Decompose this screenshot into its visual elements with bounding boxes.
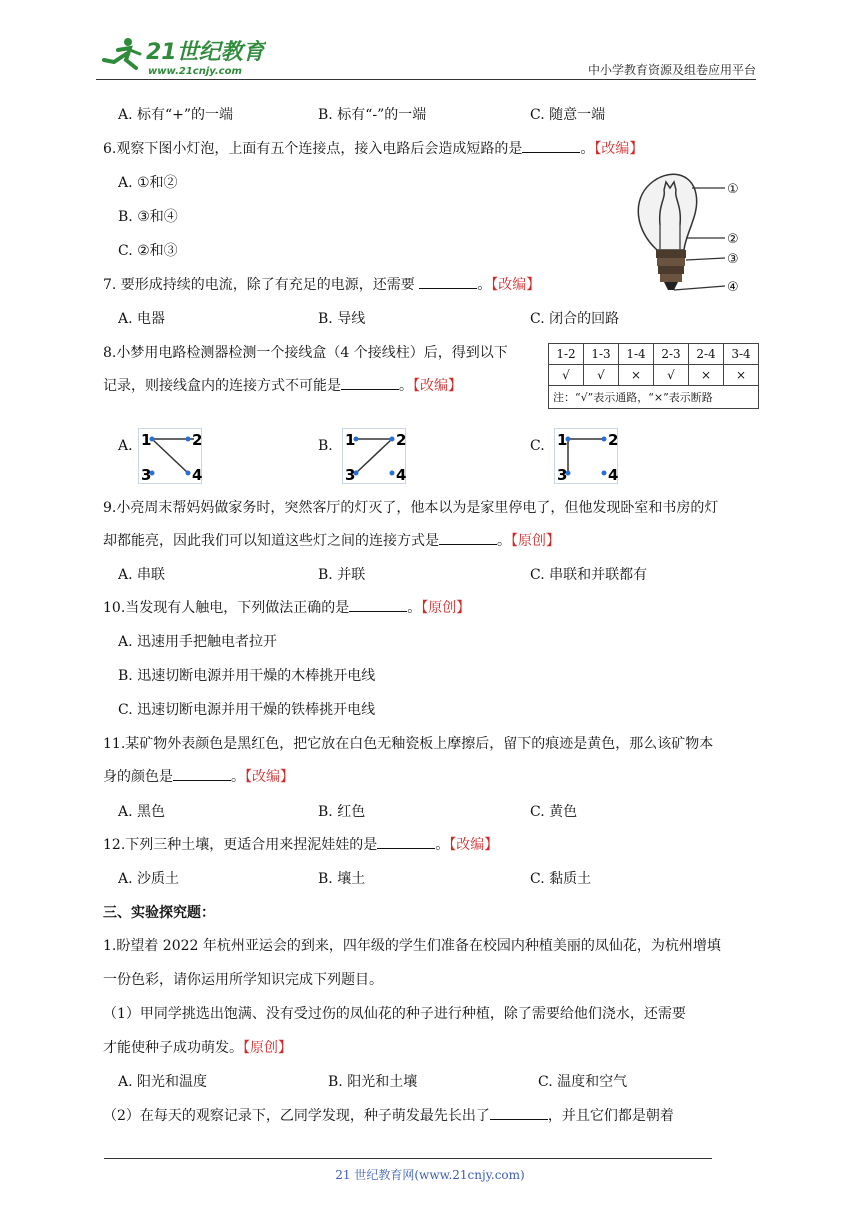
table-header: 1-2: [549, 344, 584, 365]
q7-option-a: A. 电器: [118, 311, 166, 327]
header-divider: [96, 79, 756, 80]
table-cell: ×: [724, 365, 759, 386]
q8-stem-line2: 记录，则接线盒内的连接方式不可能是 。【改编】: [103, 378, 462, 394]
svg-text:21世纪教育: 21世纪教育: [146, 40, 265, 65]
table-note-row: [549, 386, 759, 409]
svg-text:4: 4: [608, 466, 618, 484]
footer-text: 21 世纪教育网(www.21cnjy.com): [335, 1168, 525, 1182]
q6-option-c: C. ②和③: [118, 243, 178, 259]
q11-stem-line2: 身的颜色是 。【改编】: [103, 769, 294, 785]
s3-sub1-option-c: C. 温度和空气: [538, 1074, 628, 1090]
table-header: 1-3: [584, 344, 619, 365]
q10-option-a: A. 迅速用手把触电者拉开: [118, 634, 278, 650]
q8-option-c-label: C.: [530, 438, 545, 454]
q7-option-c: C. 闭合的回路: [530, 311, 620, 327]
table-header-row: [549, 344, 759, 365]
q11-option-a: A. 黑色: [118, 804, 166, 820]
s3-sub1-option-a: A. 阳光和温度: [118, 1074, 208, 1090]
table-cell: ×: [619, 365, 654, 386]
q12-option-c: C. 黏质土: [530, 871, 592, 887]
q5-option-c: C. 随意一端: [530, 107, 606, 123]
q9-stem-line2: 却都能亮，因此我们可以知道这些灯之间的连接方式是 。【原创】: [103, 533, 560, 549]
s3-sub1-option-b: B. 阳光和土壤: [328, 1074, 418, 1090]
svg-text:4: 4: [396, 466, 406, 484]
q8-option-b-label: B.: [318, 438, 333, 454]
q9-option-b: B. 并联: [318, 567, 366, 583]
table-cell: √: [584, 365, 619, 386]
table-cell: √: [549, 365, 584, 386]
platform-name: 中小学教育资源及组卷应用平台: [587, 63, 756, 77]
svg-text:①: ①: [727, 182, 739, 197]
q8-option-c-diagram: [554, 428, 618, 484]
runner-icon: [104, 38, 140, 68]
detector-record-table: [548, 343, 759, 409]
svg-text:3: 3: [345, 466, 356, 484]
section-title: 三、实验探究题：: [103, 905, 215, 921]
table-cell: √: [654, 365, 689, 386]
q7-option-b: B. 导线: [318, 311, 366, 327]
svg-text:1: 1: [345, 431, 356, 449]
q6-option-a: A. ①和②: [118, 175, 178, 191]
q8-option-b-diagram: [342, 428, 406, 484]
q5-option-b: B. 标有“-”的一端: [318, 107, 427, 123]
svg-text:2: 2: [396, 431, 406, 449]
q10-stem: 10.当发现有人触电，下列做法正确的是 。【原创】: [103, 600, 471, 616]
q12-stem: 12.下列三种土壤，更适合用来捏泥娃娃的是 。【改编】: [103, 837, 499, 853]
q11-option-c: C. 黄色: [530, 804, 578, 820]
svg-text:www.21cnjy.com: www.21cnjy.com: [148, 66, 242, 77]
q8-option-a-label: A.: [118, 438, 133, 454]
q12-option-a: A. 沙质土: [118, 871, 180, 887]
s3-q1-line1: 1.盼望着 2022 年杭州亚运会的到来，四年级的学生们准备在校园内种植美丽的凤仙花，为杭州增填: [103, 938, 721, 954]
table-row: [549, 365, 759, 386]
q11-option-b: B. 红色: [318, 804, 366, 820]
svg-text:4: 4: [192, 466, 202, 484]
s3-sub2-stem: （2）在每天的观察记录下，乙同学发现，种子萌发最先长出了 ，并且它们都是朝着: [103, 1108, 674, 1124]
q8-option-a-diagram: [138, 428, 202, 484]
table-note: 注：“√”表示通路，“×”表示断路: [549, 386, 759, 409]
q7-stem: 7. 要形成持续的电流，除了有充足的电源，还需要 。【改编】: [103, 277, 541, 293]
q9-stem-line1: 9.小亮周末帮妈妈做家务时，突然客厅的灯灭了，他本以为是家里停电了，但他发现卧室和书房的灯: [103, 500, 719, 516]
q9-option-a: A. 串联: [118, 567, 166, 583]
table-cell: ×: [689, 365, 724, 386]
q11-stem-line1: 11.某矿物外表颜色是黑红色，把它放在白色无釉瓷板上摩擦后，留下的痕迹是黄色，那么该矿物本: [103, 736, 714, 752]
light-bulb-figure: [630, 170, 745, 295]
site-logo: [96, 36, 266, 78]
svg-text:3: 3: [141, 466, 152, 484]
svg-text:③: ③: [727, 252, 739, 267]
svg-text:1: 1: [141, 431, 152, 449]
page-header: [0, 0, 860, 82]
s3-sub1-line1: （1）甲同学挑选出饱满、没有受过伤的凤仙花的种子进行种植，除了需要给他们浇水，还需要: [103, 1006, 686, 1022]
svg-text:2: 2: [608, 431, 618, 449]
table-header: 1-4: [619, 344, 654, 365]
table-header: 2-3: [654, 344, 689, 365]
q10-option-b: B. 迅速切断电源并用干燥的木棒挑开电线: [118, 668, 376, 684]
table-header: 2-4: [689, 344, 724, 365]
svg-text:3: 3: [557, 466, 568, 484]
svg-text:④: ④: [727, 280, 739, 295]
q12-option-b: B. 壤土: [318, 871, 366, 887]
footer-divider: [104, 1158, 712, 1159]
s3-q1-line2: 一份色彩，请你运用所学知识完成下列题目。: [103, 972, 383, 988]
svg-text:2: 2: [192, 431, 202, 449]
q8-stem-line1: 8.小梦用电路检测器检测一个接线盒（4 个接线柱）后，得到以下: [103, 345, 508, 361]
q10-option-c: C. 迅速切断电源并用干燥的铁棒挑开电线: [118, 702, 376, 718]
s3-sub1-line2: 才能使种子成功萌发。【原创】: [103, 1040, 292, 1056]
q9-option-c: C. 串联和并联都有: [530, 567, 648, 583]
svg-text:1: 1: [557, 431, 568, 449]
bulb-base: [656, 250, 686, 290]
svg-text:②: ②: [727, 232, 739, 247]
table-header: 3-4: [724, 344, 759, 365]
q5-option-a: A. 标有“+”的一端: [118, 107, 234, 123]
q6-option-b: B. ③和④: [118, 209, 178, 225]
q6-stem: 6.观察下图小灯泡，上面有五个连接点，接入电路后会造成短路的是 。【改编】: [103, 141, 644, 157]
